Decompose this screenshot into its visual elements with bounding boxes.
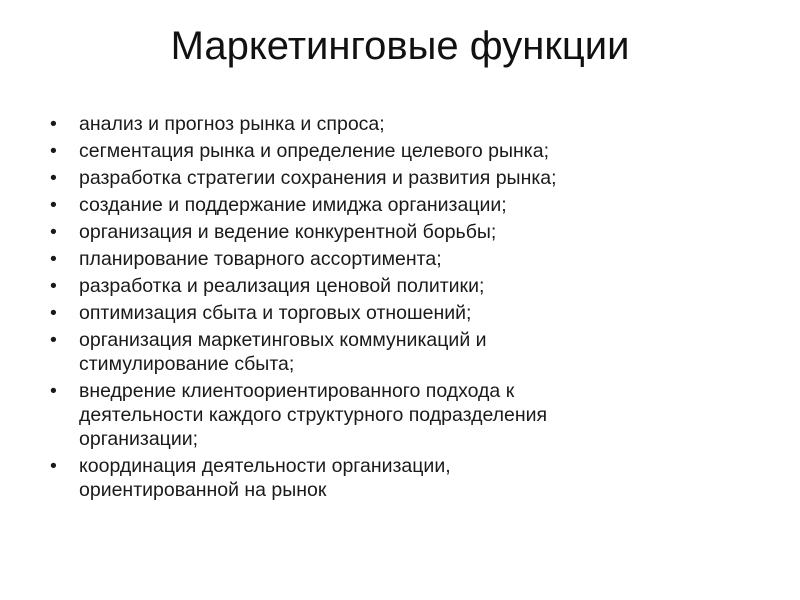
bullet-dot-icon: • (50, 380, 57, 402)
bullet-item (50, 166, 750, 190)
bullet-item (50, 328, 750, 376)
bullet-item (50, 379, 750, 451)
bullet-text: анализ и прогноз рынка и спроса; (79, 113, 385, 135)
bullet-text: планирование товарного ассортимента; (79, 248, 442, 270)
bullet-dot-icon: • (50, 248, 57, 270)
bullet-item (50, 301, 750, 325)
bullet-text: разработка стратегии сохранения и развития рынка; (79, 167, 557, 189)
bullet-text: оптимизация сбыта и торговых отношений; (79, 302, 472, 324)
bullet-dot-icon: • (50, 113, 57, 135)
bullet-item (50, 193, 750, 217)
bullet-dot-icon: • (50, 194, 57, 216)
bullet-item (50, 220, 750, 244)
bullet-item (50, 454, 750, 502)
bullet-dot-icon: • (50, 455, 57, 477)
bullet-dot-icon: • (50, 140, 57, 162)
bullet-dot-icon: • (50, 329, 57, 351)
bullet-dot-icon: • (50, 275, 57, 297)
bullet-text: организация и ведение конкурентной борьбы; (79, 221, 497, 243)
slide-title: Маркетинговые функции (170, 24, 630, 68)
bullet-text: внедрение клиентоориентированного подхода к деятельности каждого структурного подразделения организации; (79, 380, 548, 450)
bullet-text: создание и поддержание имиджа организации; (79, 194, 507, 216)
bullet-item (50, 112, 750, 136)
bullet-item (50, 274, 750, 298)
bullet-item (50, 247, 750, 271)
bullet-text: сегментация рынка и определение целевого рынка; (79, 140, 550, 162)
bullet-dot-icon: • (50, 167, 57, 189)
bullet-dot-icon: • (50, 221, 57, 243)
bullet-dot-icon: • (50, 302, 57, 324)
bullet-text: разработка и реализация ценовой политики; (79, 275, 485, 297)
bullet-item (50, 139, 750, 163)
bullet-list (50, 112, 750, 505)
bullet-text: организация маркетинговых коммуникаций и стимулирование сбыта; (79, 329, 487, 375)
bullet-text: координация деятельности организации, ориентированной на рынок (79, 455, 451, 501)
